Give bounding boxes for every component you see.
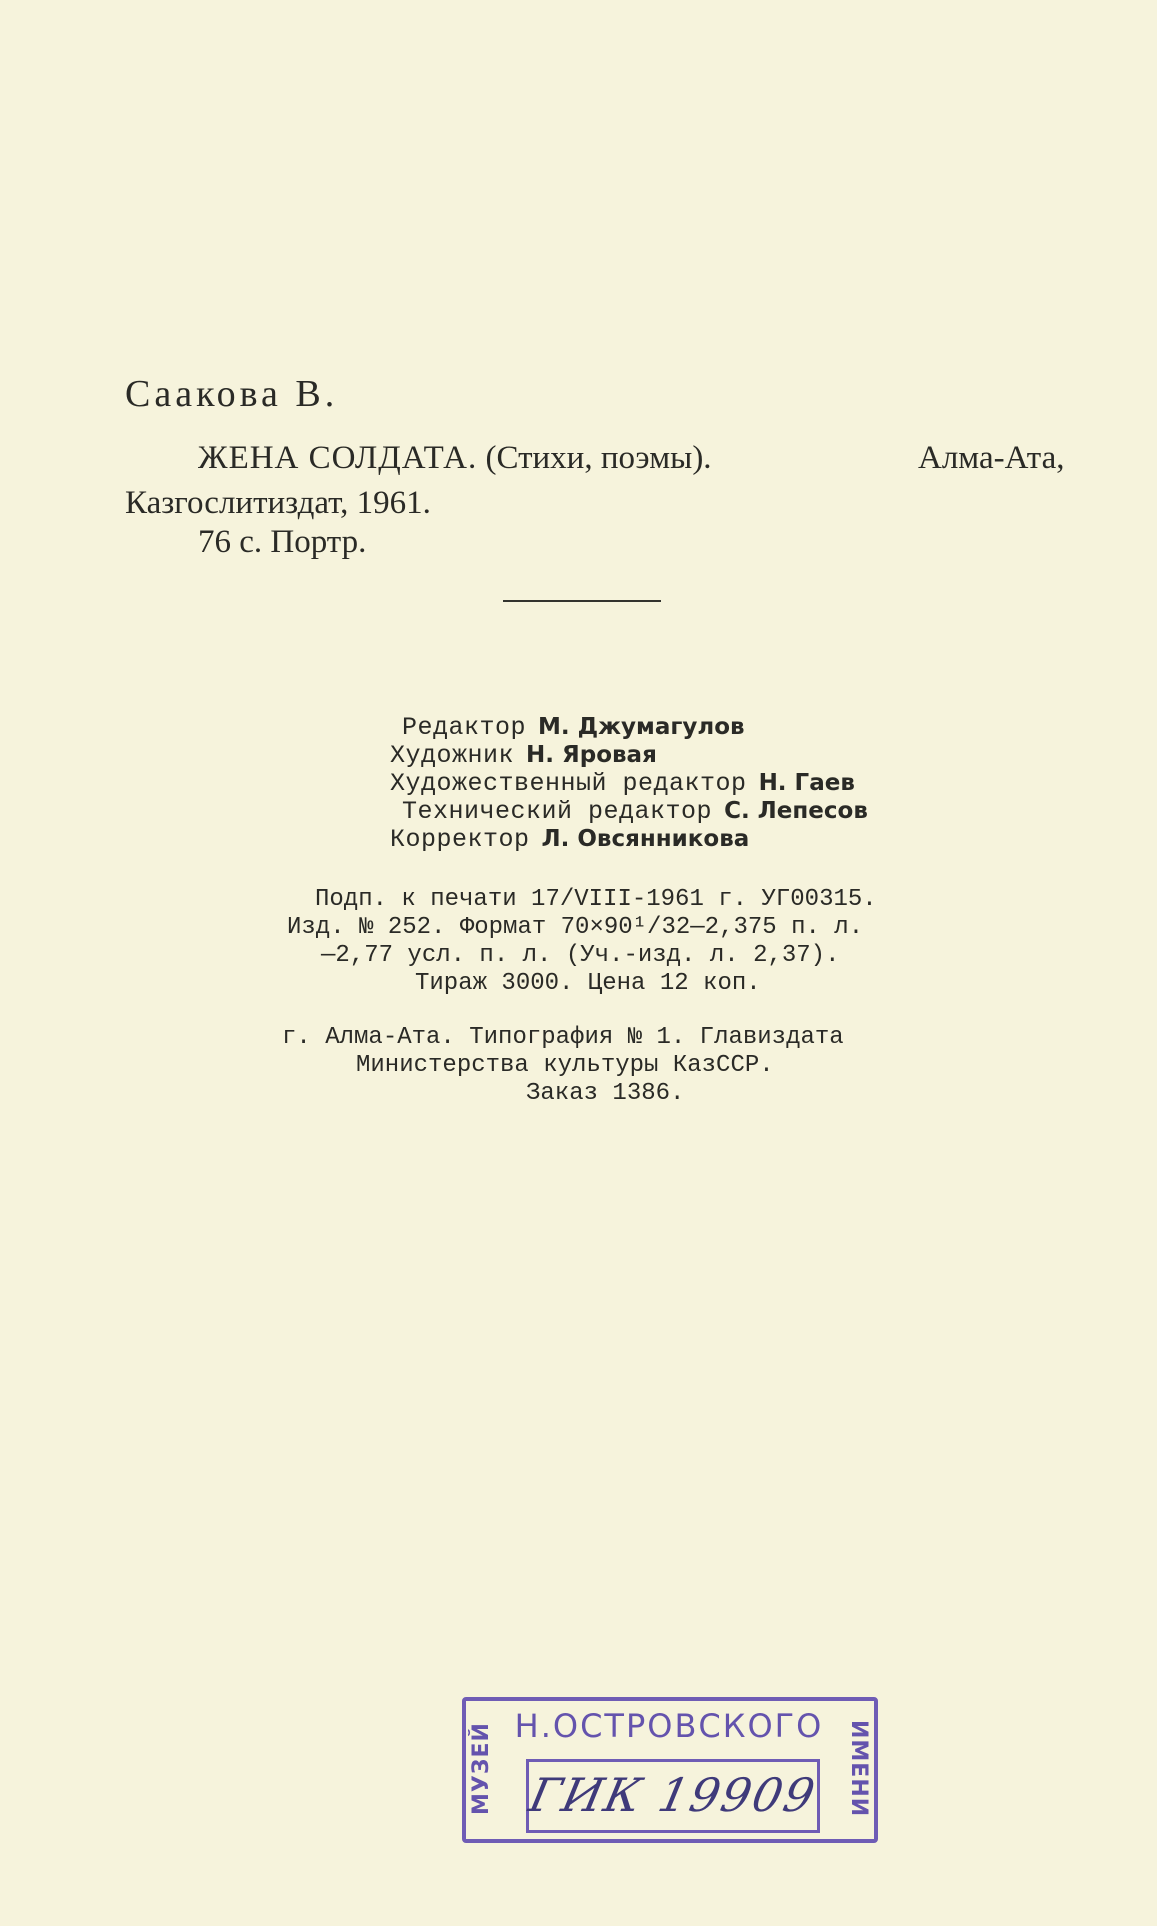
publisher-year: Казгослитиздат, 1961. <box>125 485 431 521</box>
credit-role: Технический редактор <box>402 797 713 826</box>
stamp-inventory-box <box>526 1759 820 1833</box>
imprint-line: Подп. к печати 17/VIII-1961 г. УГ00315. <box>315 886 877 913</box>
credit-editor <box>402 713 745 742</box>
book-title-line <box>198 440 712 477</box>
credit-artist <box>390 741 657 770</box>
inventory-number: ГИК 19909 <box>524 1768 822 1822</box>
printer-line: Министерства культуры КазССР. <box>356 1052 774 1079</box>
credit-person: Л. Овсянникова <box>541 826 750 852</box>
credit-person: М. Джумагулов <box>538 714 745 740</box>
stamp-side-text: ИМЕНИ <box>846 1720 871 1818</box>
publication-place: Алма-Ата, <box>918 440 1065 476</box>
credit-role: Корректор <box>390 825 530 854</box>
credit-tech-editor <box>402 797 868 826</box>
imprint-line: —2,77 усл. п. л. (Уч.-изд. л. 2,37). <box>321 942 840 969</box>
credit-art-editor <box>390 769 855 798</box>
credit-role: Редактор <box>402 713 527 742</box>
museum-stamp <box>462 1697 878 1843</box>
book-title: ЖЕНА СОЛДАТА. <box>198 440 478 476</box>
separator-rule <box>503 600 661 602</box>
printer-line: г. Алма-Ата. Типография № 1. Главиздата <box>282 1024 844 1051</box>
credit-person: Н. Гаев <box>758 770 855 796</box>
credit-person: Н. Яровая <box>526 742 657 768</box>
author-name: Саакова В. <box>125 373 339 415</box>
credit-role: Художественный редактор <box>390 769 747 798</box>
credit-person: С. Лепесов <box>724 798 868 824</box>
printer-line: Заказ 1386. <box>526 1080 685 1107</box>
page-count: 76 с. Портр. <box>198 524 367 560</box>
credit-role: Художник <box>390 741 515 770</box>
book-subtitle: (Стихи, поэмы). <box>485 440 712 476</box>
stamp-museum-name: Н.ОСТРОВСКОГО <box>514 1707 824 1745</box>
credit-proofreader <box>390 825 749 854</box>
imprint-line: Тираж 3000. Цена 12 коп. <box>415 970 761 997</box>
imprint-line: Изд. № 252. Формат 70×90¹/32—2,375 п. л. <box>287 914 864 941</box>
stamp-side-text: МУЗЕЙ <box>469 1722 494 1816</box>
